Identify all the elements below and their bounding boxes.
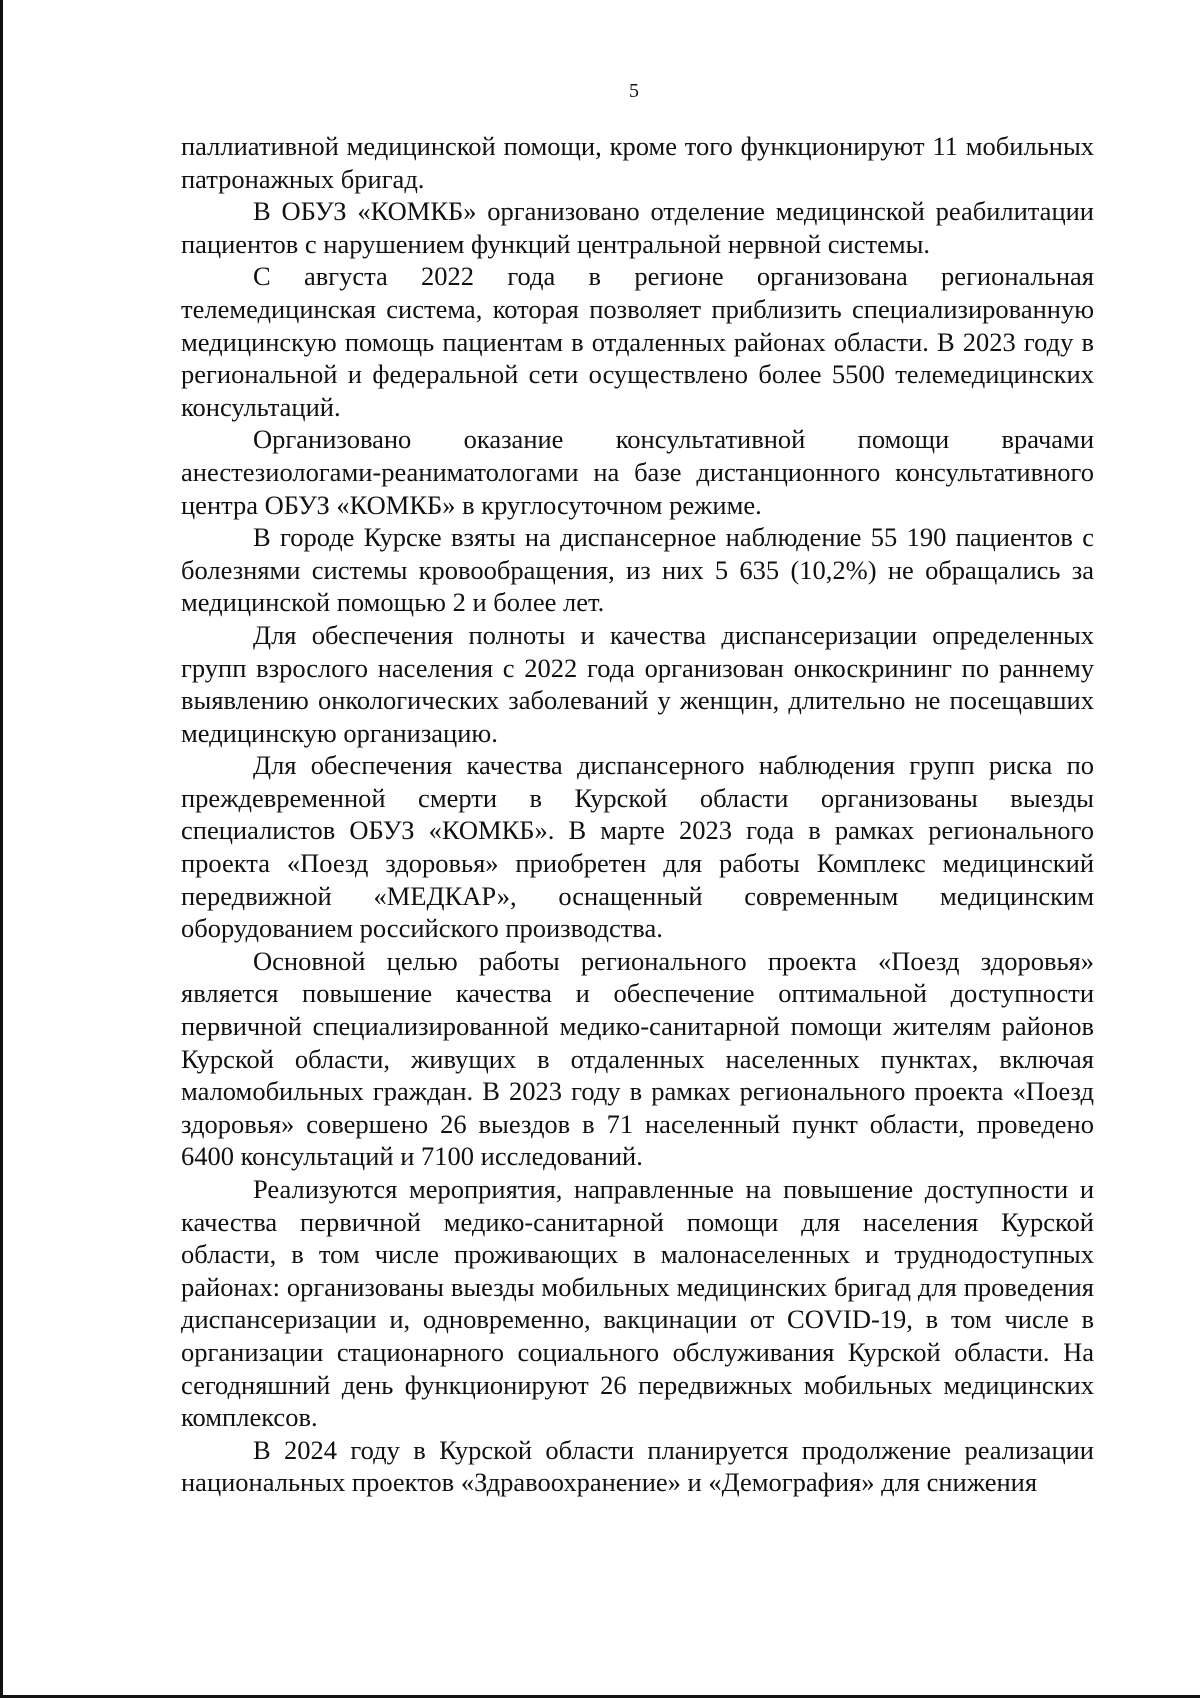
paragraph-9: Реализуются мероприятия, направленные на повышение доступности и качества первичной медико-санитарной помощи для населения Курской области, в том числе проживающих в малонаселенных и труднодоступных районах: организованы выезды мобильных медицинских бригад для проведения диспансеризации и, одновременно, вакцинации от COVID-19, в том числе в организации стационарного социального обслуживания Курской области. На сегодняшний день функционируют 26 передвижных мобильных медицинских комплексов.: [181, 1174, 1094, 1433]
paragraph-3: С августа 2022 года в регионе организована региональная телемедицинская система, которая позволяет приблизить специализированную медицинскую помощь пациентам в отдаленных районах области. В 2023 году в региональной и федеральной сети осуществлено более 5500 телемедицинских консультаций.: [181, 261, 1094, 422]
paragraph-2: В ОБУЗ «КОМКБ» организовано отделение медицинской реабилитации пациентов с нарушением функций центральной нервной системы.: [181, 196, 1094, 259]
paragraph-7: Для обеспечения качества диспансерного наблюдения групп риска по преждевременной смерти в Курской области организованы выезды специалистов ОБУЗ «КОМКБ». В марте 2023 года в рамках регионального проекта «Поезд здоровья» приобретен для работы Комплекс медицинский передвижной «МЕДКАР», оснащенный современным медицинским оборудованием российского производства.: [181, 750, 1094, 944]
page-number: 5: [629, 80, 639, 102]
scan-edge-left: [0, 0, 3, 1698]
paragraph-10: В 2024 году в Курской области планируется продолжение реализации национальных проектов «Здравоохранение» и «Демография» для снижения: [181, 1434, 1094, 1498]
paragraph-4: Организовано оказание консультативной помощи врачами анестезиологами-реаниматологами на базе дистанционного консультативного центра ОБУЗ «КОМКБ» в круглосуточном режиме.: [181, 424, 1094, 520]
paragraph-5: В городе Курске взяты на диспансерное наблюдение 55 190 пациентов с болезнями системы кровообращения, из них 5 635 (10,2%) не обращались за медицинской помощью 2 и более лет.: [181, 522, 1094, 618]
paragraph-6: Для обеспечения полноты и качества диспансеризации определенных групп взрослого населения с 2022 года организован онкоскрининг по раннему выявлению онкологических заболеваний у женщин, длительно не посещавших медицинскую организацию.: [181, 619, 1094, 748]
body-text: [181, 130, 1094, 1499]
paragraph-8: Основной целью работы регионального проекта «Поезд здоровья» является повышение качества и обеспечение оптимальной доступности первичной специализированной медико-санитарной помощи жителям районов Курской области, живущих в отдаленных населенных пунктах, включая маломобильных граждан. В 2023 году в рамках регионального проекта «Поезд здоровья» совершено 26 выездов в 71 населенный пункт области, проведено 6400 консультаций и 7100 исследований.: [181, 945, 1094, 1172]
paragraph-1: паллиативной медицинской помощи, кроме того функционируют 11 мобильных патронажных бригад.: [181, 131, 1094, 194]
